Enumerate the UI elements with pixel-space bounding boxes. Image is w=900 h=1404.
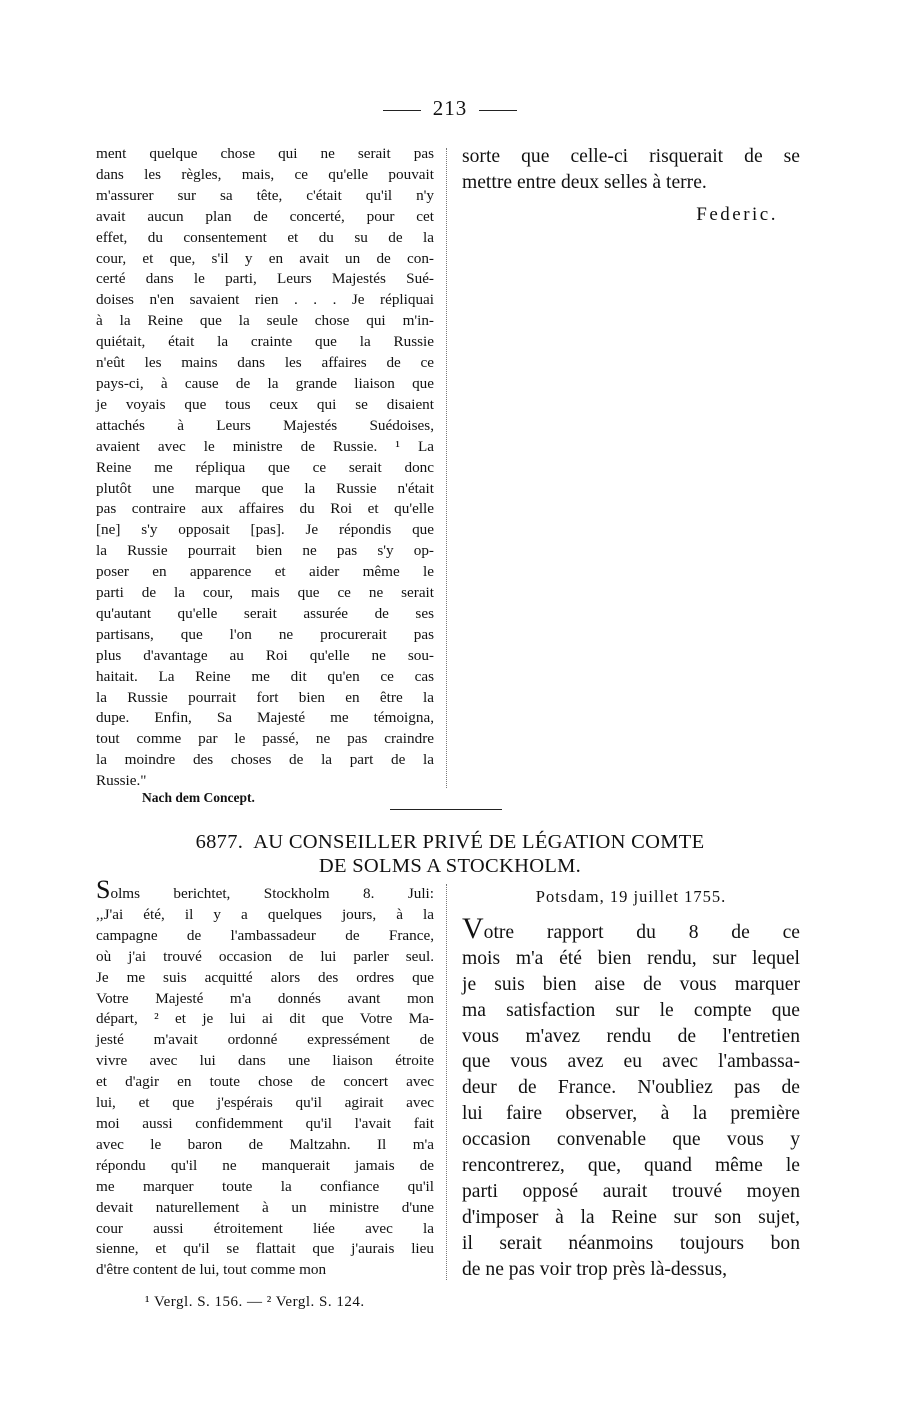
letter-right-column — [462, 884, 800, 1283]
text-line-text: cour aussi étroitement liée avec la — [96, 1219, 434, 1237]
text-line-text: où j'ai trouvé occasion de lui parler seul. — [96, 947, 434, 965]
text-line-text: plus d'avantage au Roi qu'elle ne sou- — [96, 646, 434, 664]
text-line-text: la moindre des choses de la part de la — [96, 751, 434, 769]
page-number — [0, 96, 900, 121]
text-line-text: pas contraire aux affaires du Roi et qu'elle — [96, 500, 434, 518]
text-line — [96, 1051, 434, 1072]
text-line — [96, 604, 434, 625]
text-line-text: à la Reine que la seule chose qui m'in- — [96, 312, 434, 330]
text-line-text: haitait. La Reine me dit qu'en ce cas — [96, 667, 434, 685]
text-line — [96, 1239, 434, 1260]
text-line — [96, 1156, 434, 1177]
text-line-text: je suis bien aise de vous marquer — [462, 973, 800, 995]
text-line-text: rencontrerez, que, quand même le — [462, 1155, 800, 1177]
text-line-text: jesté m'avait ordonné expressément de — [96, 1031, 434, 1049]
text-line-text: campagne de l'ambassadeur de France, — [96, 926, 434, 944]
text-line — [462, 1101, 800, 1127]
text-line — [462, 1231, 800, 1257]
text-line-text: d'imposer à la Reine sur son sujet, — [462, 1206, 800, 1228]
text-line — [96, 905, 434, 926]
text-line — [96, 1093, 434, 1114]
drop-cap: V — [462, 911, 484, 945]
text-line — [96, 1198, 434, 1219]
text-line-text: poser en apparence et aider même le — [96, 563, 434, 581]
text-line-text: Reine me répliqua que ce serait donc — [96, 458, 434, 476]
text-line — [462, 1127, 800, 1153]
text-line — [462, 972, 800, 998]
text-line — [462, 998, 800, 1024]
text-line-text: occasion convenable que vous y — [462, 1129, 800, 1151]
letter-column-divider — [446, 884, 447, 1280]
text-line — [96, 437, 434, 458]
text-line — [462, 1075, 800, 1101]
letter-heading — [0, 830, 900, 878]
text-line — [96, 541, 434, 562]
text-line — [462, 946, 800, 972]
text-line-text: répondu qu'il ne manquerait jamais de — [96, 1156, 434, 1174]
signature: Federic. — [696, 203, 778, 225]
text-line-text: vivre avec lui dans une liaison étroite — [96, 1052, 434, 1070]
text-line — [462, 911, 800, 946]
text-line — [96, 499, 434, 520]
letter-title-line1: AU CONSEILLER PRIVÉ DE LÉGATION COMTE — [253, 831, 705, 853]
text-line-text: lui, et que j'espérais qu'il agirait avec — [96, 1094, 434, 1112]
top-left-column — [96, 144, 434, 792]
text-line — [96, 989, 434, 1010]
section-separator — [390, 809, 502, 810]
text-line-text: cour, et que, s'il y en avait un de con- — [96, 249, 434, 267]
text-line-text: départ, ² et je lui ai dit que Votre Ma- — [96, 1010, 434, 1028]
text-line-text: [ne] s'y opposait [pas]. Je répondis que — [96, 521, 434, 539]
text-line-text: et d'agir en toute chose de concert avec — [96, 1073, 434, 1091]
text-line — [96, 228, 434, 249]
text-line-text: je voyais que tous ceux qui se disaient — [96, 395, 434, 413]
text-line-text: vous m'avez rendu de l'entretien — [462, 1025, 800, 1047]
text-line-text: quiétait, était la crainte que la Russie — [96, 333, 434, 351]
text-line-text: ma satisfaction sur le compte que — [462, 999, 800, 1021]
text-line-text: plutôt une marque que la Russie n'était — [96, 479, 434, 497]
text-line-text: effet, du consentement et du su de la — [96, 228, 434, 246]
text-line-text: la Russie pourrait bien ne pas s'y op- — [96, 542, 434, 560]
text-line-text: n'eût les mains dans les affaires de ce — [96, 354, 434, 372]
text-line-text: pays-ci, à cause de la grande liaison que — [96, 374, 434, 392]
source-note: Nach dem Concept. — [142, 790, 255, 805]
text-line-text: tout comme par le passé, ne pas craindre — [96, 730, 434, 748]
text-line-text: moi aussi confidemment qu'il l'avait fait — [96, 1114, 434, 1132]
text-line — [462, 1179, 800, 1205]
text-line — [96, 144, 434, 165]
text-line-text: devait naturellement à un ministre d'une — [96, 1198, 434, 1216]
text-line — [96, 1072, 434, 1093]
text-line — [96, 1030, 434, 1051]
text-line-text: me marquer toute la confiance qu'il — [96, 1177, 434, 1195]
text-line-text: Je me suis acquitté alors des ordres que — [96, 968, 434, 986]
text-line — [96, 1135, 434, 1156]
text-line — [462, 1205, 800, 1231]
text-line-text: certé dans le parti, Leurs Majestés Sué- — [96, 270, 434, 288]
text-line — [96, 1114, 434, 1135]
text-line-text: que vous avez eu avec l'ambassa- — [462, 1051, 800, 1073]
text-line — [96, 583, 434, 604]
text-line — [96, 416, 434, 437]
text-line — [96, 667, 434, 688]
text-line — [96, 332, 434, 353]
text-line-text: avait aucun plan de concerté, pour cet — [96, 207, 434, 225]
text-line — [96, 353, 434, 374]
text-line — [96, 750, 434, 771]
page-number-dash-left — [383, 110, 421, 111]
text-line — [462, 170, 800, 196]
text-line — [96, 926, 434, 947]
text-line-text: avaient avec le ministre de Russie. ¹ La — [96, 437, 434, 455]
text-line-text: dupe. Enfin, Sa Majesté me témoigna, — [96, 709, 434, 727]
text-line-text: mettre entre deux selles à terre. — [462, 171, 707, 193]
text-line — [96, 688, 434, 709]
text-line-text: m'assurer sur sa tête, c'était qu'il n'y — [96, 186, 434, 204]
text-line — [462, 1049, 800, 1075]
footnotes: ¹ Vergl. S. 156. — ² Vergl. S. 124. — [145, 1294, 365, 1310]
text-line — [462, 144, 800, 170]
text-line — [96, 1009, 434, 1030]
text-line-text: deur de France. N'oubliez pas de — [462, 1077, 800, 1099]
text-line — [96, 479, 434, 500]
text-line-text: de ne pas voir trop près là-dessus, — [462, 1258, 727, 1280]
page-number-dash-right — [479, 110, 517, 111]
text-line-text: otre rapport du 8 de ce — [483, 921, 800, 943]
text-line — [96, 311, 434, 332]
text-line — [96, 771, 434, 792]
dateline: Potsdam, 19 juillet 1755. — [535, 887, 727, 906]
drop-cap: S — [96, 875, 111, 904]
text-line — [96, 625, 434, 646]
text-line-text: ment quelque chose qui ne serait pas — [96, 145, 434, 162]
top-column-divider — [446, 148, 447, 788]
text-line — [96, 729, 434, 750]
text-line — [96, 395, 434, 416]
text-line — [96, 947, 434, 968]
text-line-text: Votre Majesté m'a donnés avant mon — [96, 989, 434, 1007]
text-line — [96, 708, 434, 729]
text-line — [96, 875, 434, 905]
letter-title-line2: DE SOLMS A STOCKHOLM. — [318, 855, 582, 877]
text-line-text: dans les règles, mais, ce qu'elle pouvait — [96, 165, 434, 183]
text-line — [96, 374, 434, 395]
text-line — [462, 1153, 800, 1179]
text-line — [96, 207, 434, 228]
text-line — [96, 249, 434, 270]
text-line — [96, 458, 434, 479]
text-line — [96, 520, 434, 541]
text-line — [462, 1257, 800, 1283]
text-line-text: Russie." — [96, 772, 147, 790]
text-line-text: qu'autant qu'elle serait assurée de ses — [96, 604, 434, 622]
text-line-text: sienne, et qu'il se flattait que j'aurais lieu — [96, 1240, 434, 1258]
text-line — [96, 968, 434, 989]
text-line — [96, 290, 434, 311]
text-line — [96, 1219, 434, 1240]
page-number-text: 213 — [432, 96, 468, 120]
text-line-text: ,,J'ai été, il y a quelques jours, à la — [96, 905, 434, 923]
text-line-text: d'être content de lui, tout comme mon — [96, 1261, 327, 1279]
text-line-text: partisans, que l'on ne procurerait pas — [96, 625, 434, 643]
text-line-text: avec le baron de Maltzahn. Il m'a — [96, 1135, 434, 1153]
letter-left-column — [96, 875, 434, 1281]
text-line — [96, 1260, 434, 1281]
text-line-text: olms berichtet, Stockholm 8. Juli: — [110, 885, 434, 902]
text-line — [462, 1024, 800, 1050]
text-line — [96, 562, 434, 583]
text-line-text: parti de la cour, mais que ce ne serait — [96, 584, 434, 602]
text-line — [96, 1177, 434, 1198]
text-line-text: la Russie pourrait fort bien en être la — [96, 688, 434, 706]
text-line-text: il serait néanmoins toujours bon — [462, 1232, 800, 1254]
text-line-text: parti opposé aurait trouvé moyen — [462, 1180, 800, 1202]
text-line — [96, 269, 434, 290]
text-line — [96, 186, 434, 207]
text-line-text: mois m'a été bien rendu, sur lequel — [462, 947, 800, 969]
text-line-text: lui faire observer, à la première — [462, 1103, 800, 1125]
letter-number: 6877. — [195, 831, 244, 853]
text-line-text: doises n'en savaient rien . . . Je répliquai — [96, 291, 434, 309]
text-line — [96, 165, 434, 186]
text-line — [96, 646, 434, 667]
text-line-text: attachés à Leurs Majestés Suédoises, — [96, 416, 434, 434]
text-line-text: sorte que celle-ci risquerait de se — [462, 146, 800, 167]
top-right-column — [462, 144, 800, 228]
